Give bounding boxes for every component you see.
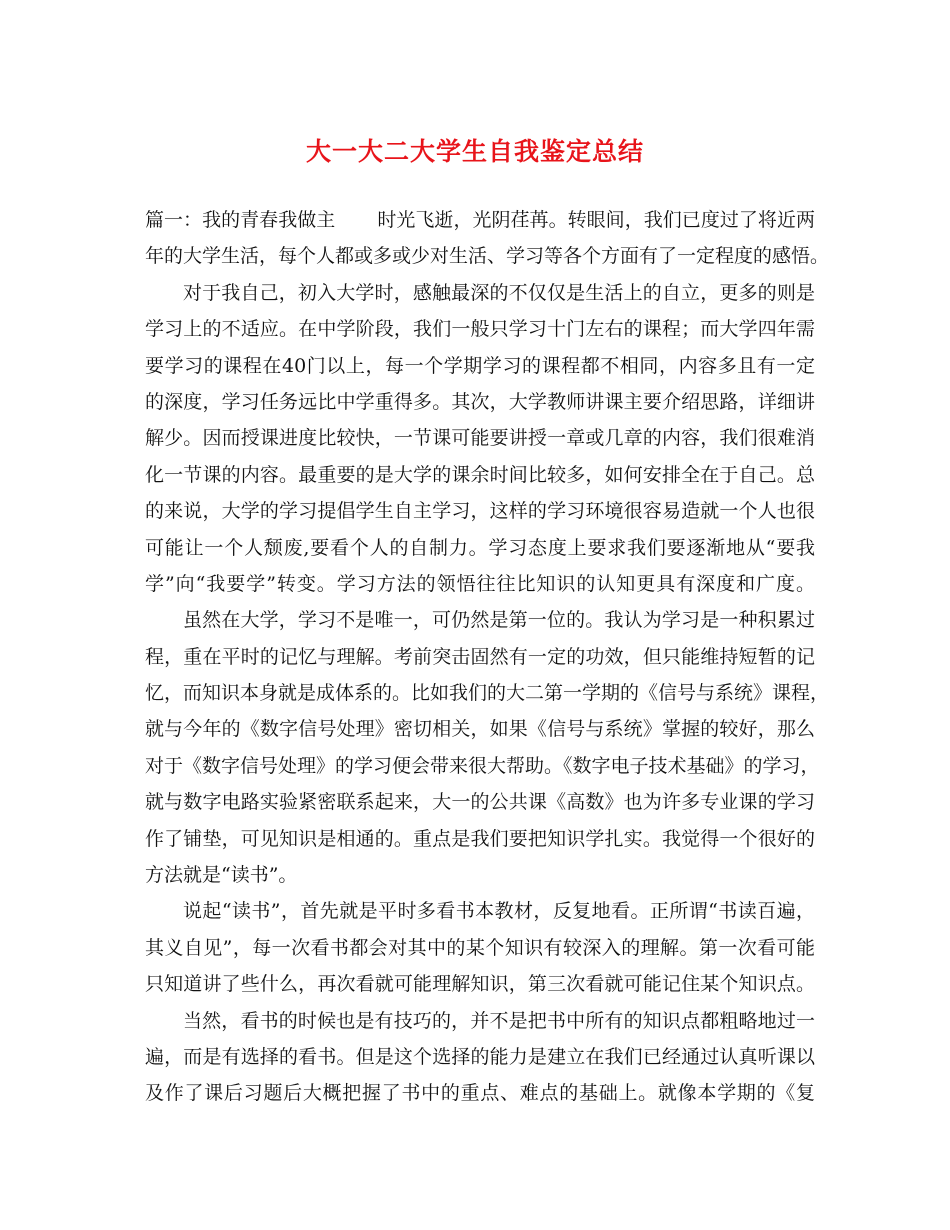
paragraph-line: 的深度，学习任务远比中学重得多。其次，大学教师讲课主要介绍思路，详细讲 xyxy=(145,390,815,413)
paragraph-line: 只知道讲了些什么，再次看就可能理解知识，第三次看就可能记住某个知识点。 xyxy=(145,973,815,996)
paragraph-line: 忆，而知识本身就是成体系的。比如我们的大二第一学期的《信号与系统》课程， xyxy=(145,682,830,705)
paragraph-line: 年的大学生活，每个人都或多或少对生活、学习等各个方面有了一定程度的感悟。 xyxy=(145,245,830,268)
paragraph-line: 遍，而是有选择的看书。但是这个选择的能力是建立在我们已经通过认真听课以 xyxy=(145,1045,815,1068)
paragraph-line: 篇一：我的青春我做主 时光飞逝，光阴荏苒。转眼间，我们已度过了将近两 xyxy=(145,209,815,231)
paragraph-line: 对于《数字信号处理》的学习便会带来很大帮助。《数字电子技术基础》的学习， xyxy=(145,754,820,777)
paragraph-line: 说起“读书”，首先就是平时多看书本教材，反复地看。正所谓“书读百遍， xyxy=(183,900,815,923)
paragraph-line: 化一节课的内容。最重要的是大学的课余时间比较多，如何安排全在于自己。总 xyxy=(145,463,815,486)
paragraph-line: 方法就是“读书”。 xyxy=(145,864,298,887)
paragraph-line: 就与数字电路实验紧密联系起来，大一的公共课《高数》也为许多专业课的学习 xyxy=(145,791,815,814)
paragraph-line: 要学习的课程在40门以上，每一个学期学习的课程都不相同，内容多且有一定 xyxy=(145,354,815,377)
paragraph-line: 学”向“我要学”转变。学习方法的领悟往往比知识的认知更具有深度和广度。 xyxy=(145,572,815,595)
heading-label: 篇一：我的青春我做主 xyxy=(145,209,336,231)
paragraph-line: 及作了课后习题后大概把握了书中的重点、难点的基础上。就像本学期的《复 xyxy=(145,1082,815,1105)
paragraph-line: 可能让一个人颓废,要看个人的自制力。学习态度上要求我们要逐渐地从“要我 xyxy=(145,536,815,559)
paragraph-line: 程，重在平时的记忆与理解。考前突击固然有一定的功效，但只能维持短暂的记 xyxy=(145,645,815,668)
paragraph-line: 对于我自己，初入大学时，感触最深的不仅仅是生活上的自立，更多的则是 xyxy=(183,281,815,304)
document-title: 大一大二大学生自我鉴定总结 xyxy=(305,137,644,166)
paragraph-line: 学习上的不适应。在中学阶段，我们一般只学习十门左右的课程；而大学四年需 xyxy=(145,318,815,341)
document-body xyxy=(145,202,830,1112)
paragraph-line: 解少。因而授课进度比较快，一节课可能要讲授一章或几章的内容，我们很难消 xyxy=(145,427,815,450)
paragraph-line: 就与今年的《数字信号处理》密切相关，如果《信号与系统》掌握的较好，那么 xyxy=(145,718,815,741)
paragraph-line: 的来说，大学的学习提倡学生自主学习，这样的学习环境很容易造就一个人也很 xyxy=(145,500,815,523)
paragraph-line: 作了铺垫，可见知识是相通的。重点是我们要把知识学扎实。我觉得一个很好的 xyxy=(145,827,815,850)
paragraph-line: 虽然在大学，学习不是唯一，可仍然是第一位的。我认为学习是一种积累过 xyxy=(183,609,815,632)
paragraph-line: 当然，看书的时候也是有技巧的，并不是把书中所有的知识点都粗略地过一 xyxy=(183,1009,815,1032)
paragraph-line: 其义自见”，每一次看书都会对其中的某个知识有较深入的理解。第一次看可能 xyxy=(145,936,815,959)
